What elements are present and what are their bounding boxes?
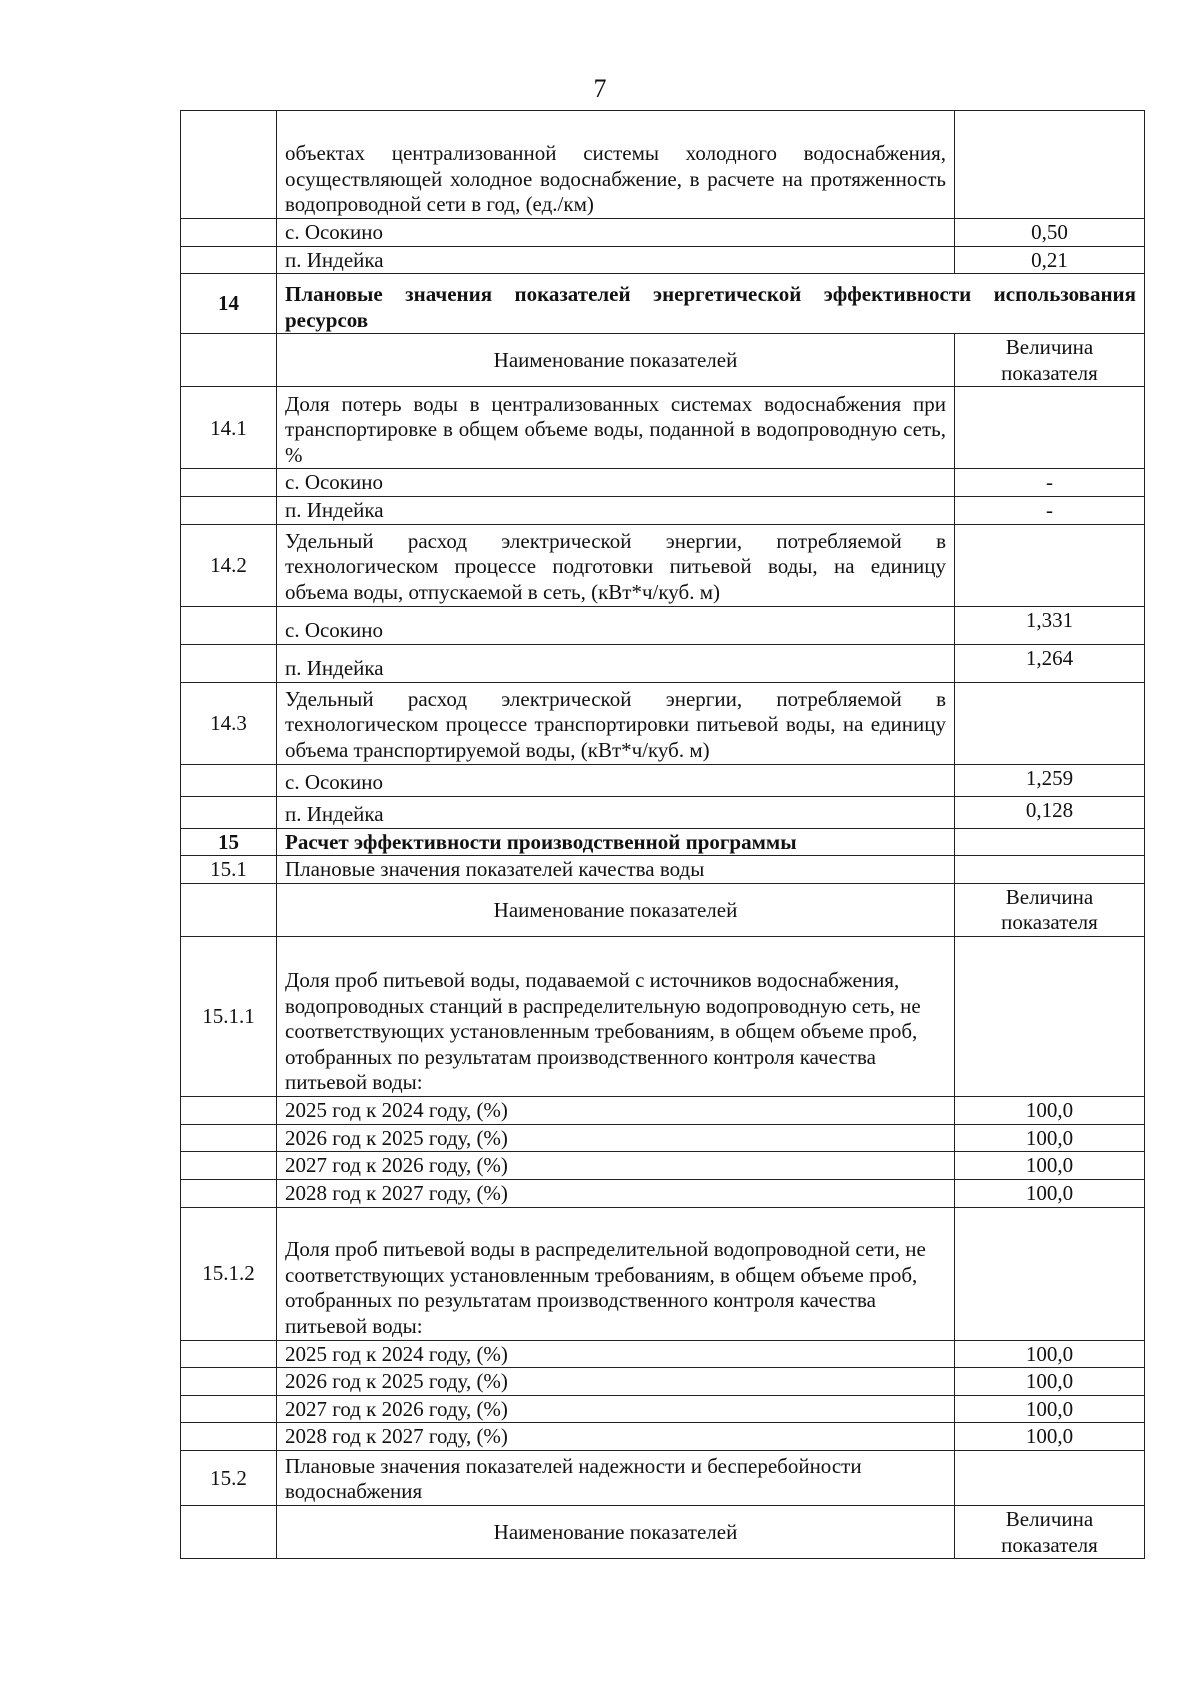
settlement-name: п. Индейка [277, 246, 955, 274]
indicator-value: 100,0 [955, 1395, 1145, 1423]
table-row [181, 1207, 1145, 1340]
table-row [181, 682, 1145, 764]
indicator-value: - [955, 469, 1145, 497]
column-header-value: Величина показателя [955, 334, 1145, 387]
row-number [181, 883, 277, 936]
indicator-value [955, 682, 1145, 764]
table-row [181, 1368, 1145, 1396]
row-number [181, 497, 277, 525]
section-row [181, 274, 1145, 334]
table-row [181, 524, 1145, 606]
section-title: Плановые значения показателей энергетической эффективности использования ресурсов [277, 274, 1145, 334]
year-ratio-label: 2025 год к 2024 году, (%) [277, 1340, 955, 1368]
table-row [181, 644, 1145, 682]
row-number [181, 1152, 277, 1180]
column-header-value: Величина показателя [955, 1505, 1145, 1558]
table-row [181, 1179, 1145, 1207]
row-number [181, 111, 277, 219]
row-number: 14.1 [181, 387, 277, 469]
table-row [181, 1124, 1145, 1152]
table-row [181, 764, 1145, 796]
indicator-text: Удельный расход электрической энергии, потребляемой в технологическом процессе подготовки питьевой воды, на единицу объема воды, отпускаемой в сеть, (кВт*ч/куб. м) [277, 524, 955, 606]
row-number [181, 1368, 277, 1396]
indicator-value: 100,0 [955, 1368, 1145, 1396]
table-row [181, 1450, 1145, 1505]
row-number: 15.2 [181, 1450, 277, 1505]
table-header-row [181, 334, 1145, 387]
table-row [181, 1395, 1145, 1423]
indicator-value [955, 1450, 1145, 1505]
row-number [181, 246, 277, 274]
year-ratio-label: 2027 год к 2026 году, (%) [277, 1152, 955, 1180]
column-header-value: Величина показателя [955, 883, 1145, 936]
subsection-title: Плановые значения показателей качества воды [277, 856, 955, 884]
settlement-name: п. Индейка [277, 497, 955, 525]
indicator-value: 100,0 [955, 1097, 1145, 1125]
row-number [181, 1124, 277, 1152]
table-row [181, 606, 1145, 644]
section-number: 14 [181, 274, 277, 334]
row-number [181, 1097, 277, 1125]
indicator-value: 100,0 [955, 1152, 1145, 1180]
column-header-name: Наименование показателей [277, 1505, 955, 1558]
row-number [181, 764, 277, 796]
column-header-name: Наименование показателей [277, 883, 955, 936]
table-row [181, 111, 1145, 219]
row-number: 15.1.1 [181, 937, 277, 1097]
indicator-value [955, 111, 1145, 219]
column-header-name: Наименование показателей [277, 334, 955, 387]
section-title: Расчет эффективности производственной программы [277, 828, 955, 856]
indicator-value [955, 856, 1145, 884]
table-row [181, 1340, 1145, 1368]
table-row [181, 1152, 1145, 1180]
indicator-value [955, 524, 1145, 606]
table-row [181, 387, 1145, 469]
year-ratio-label: 2025 год к 2024 году, (%) [277, 1097, 955, 1125]
indicator-value [955, 937, 1145, 1097]
row-number [181, 644, 277, 682]
indicator-value: 100,0 [955, 1423, 1145, 1451]
table-row [181, 246, 1145, 274]
row-number [181, 796, 277, 828]
settlement-name: с. Осокино [277, 764, 955, 796]
table-row [181, 469, 1145, 497]
indicator-text: Доля потерь воды в централизованных системах водоснабжения при транспортировке в общем объеме воды, поданной в водопроводную сеть, % [277, 387, 955, 469]
row-number [181, 469, 277, 497]
section-number: 15 [181, 828, 277, 856]
table-row [181, 219, 1145, 247]
table-row [181, 1423, 1145, 1451]
table-row [181, 1097, 1145, 1125]
row-number [181, 1395, 277, 1423]
settlement-name: с. Осокино [277, 469, 955, 497]
indicator-value [955, 828, 1145, 856]
indicator-value: 0,128 [955, 796, 1145, 828]
table-row [181, 497, 1145, 525]
section-row [181, 828, 1145, 856]
subsection-title: Плановые значения показателей надежности и бесперебойности водоснабжения [277, 1450, 955, 1505]
indicator-text: Доля проб питьевой воды, подаваемой с источников водоснабжения, водопроводных станций в распределительную водопроводную сеть, не соответствующих установленным требованиям, в общем объеме проб, отобранных по результатам производственного контроля качества питьевой воды: [277, 937, 955, 1097]
row-number: 15.1.2 [181, 1207, 277, 1340]
year-ratio-label: 2028 год к 2027 году, (%) [277, 1179, 955, 1207]
row-number [181, 1505, 277, 1558]
row-number: 15.1 [181, 856, 277, 884]
page-number: 7 [593, 74, 607, 103]
indicator-value: 100,0 [955, 1179, 1145, 1207]
settlement-name: п. Индейка [277, 796, 955, 828]
indicators-table [180, 110, 1145, 1559]
year-ratio-label: 2028 год к 2027 году, (%) [277, 1423, 955, 1451]
year-ratio-label: 2026 год к 2025 году, (%) [277, 1124, 955, 1152]
indicator-value: 0,50 [955, 219, 1145, 247]
row-number [181, 606, 277, 644]
indicator-value: - [955, 497, 1145, 525]
table-row [181, 937, 1145, 1097]
settlement-name: п. Индейка [277, 644, 955, 682]
indicator-value: 1,264 [955, 644, 1145, 682]
indicator-value: 100,0 [955, 1340, 1145, 1368]
indicator-value [955, 1207, 1145, 1340]
row-number [181, 219, 277, 247]
table-header-row [181, 1505, 1145, 1558]
year-ratio-label: 2026 год к 2025 году, (%) [277, 1368, 955, 1396]
row-number [181, 1340, 277, 1368]
row-number [181, 334, 277, 387]
indicator-value: 1,331 [955, 606, 1145, 644]
table-row [181, 856, 1145, 884]
row-number: 14.3 [181, 682, 277, 764]
settlement-name: с. Осокино [277, 606, 955, 644]
indicator-text: объектах централизованной системы холодного водоснабжения, осуществляющей холодное водоснабжение, в расчете на протяженность водопроводной сети в год, (ед./км) [277, 111, 955, 219]
indicator-value: 1,259 [955, 764, 1145, 796]
table-header-row [181, 883, 1145, 936]
row-number [181, 1423, 277, 1451]
indicator-text: Удельный расход электрической энергии, потребляемой в технологическом процессе транспортировки питьевой воды, на единицу объема транспортируемой воды, (кВт*ч/куб. м) [277, 682, 955, 764]
settlement-name: с. Осокино [277, 219, 955, 247]
row-number: 14.2 [181, 524, 277, 606]
year-ratio-label: 2027 год к 2026 году, (%) [277, 1395, 955, 1423]
indicator-text: Доля проб питьевой воды в распределительной водопроводной сети, не соответствующих установленным требованиям, в общем объеме проб, отобранных по результатам производственного контроля качества питьевой воды: [277, 1207, 955, 1340]
row-number [181, 1179, 277, 1207]
indicator-value [955, 387, 1145, 469]
indicator-value: 0,21 [955, 246, 1145, 274]
indicator-value: 100,0 [955, 1124, 1145, 1152]
table-row [181, 796, 1145, 828]
